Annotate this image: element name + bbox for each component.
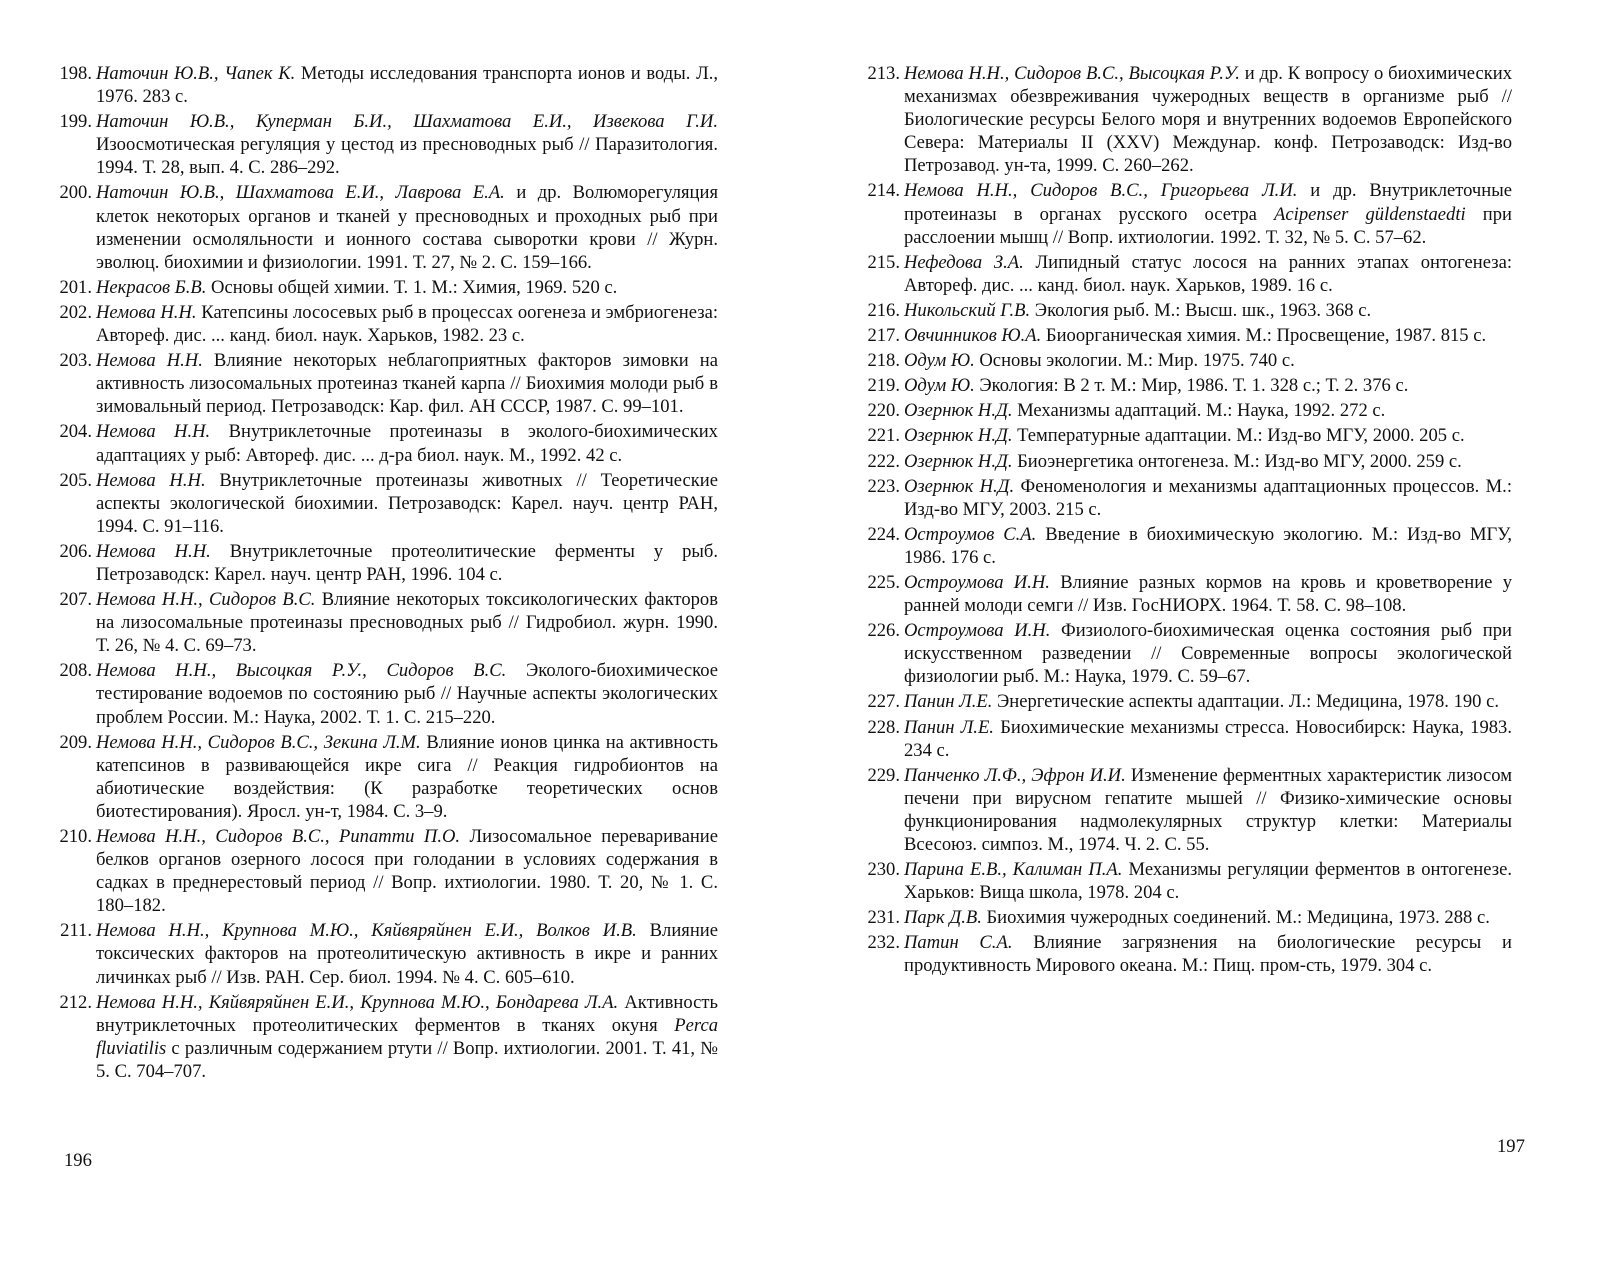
reference-text: Влияние ионов цинка на активность катепсинов в развивающейся икре сига // Реакция гидробионтов на абиотические воздействия: (К разработке теоретических основ биотестирования). Яросл. ун-т, 1984. С. 3–9. [96,731,718,822]
reference-number: 199. [59,111,92,133]
reference-text: Экология: В 2 т. М.: Мир, 1986. Т. 1. 328 с.; Т. 2. 376 с. [974,375,1409,397]
right-page [854,62,1512,980]
reference-text: Экология рыб. М.: Высш. шк., 1963. 368 с. [1030,299,1372,321]
reference-number: 220. [867,400,900,422]
reference-authors: Озернюк Н.Д. [904,450,1013,472]
reference-number: 226. [867,620,900,642]
reference-number: 213. [867,63,900,84]
reference-text: Температурные адаптации. М.: Изд-во МГУ, 2000. 205 с. [1012,425,1465,447]
reference-entry [46,110,718,179]
reference-text: Влияние некоторых неблагоприятных факторов зимовки на активность лизосомальных протеиназ тканей карпа // Биохимия молоди рыб в зимовальный период. Петрозаводск: Кар. фил. АН СССР, 1987. С. 99–101. [96,350,718,418]
reference-number: 208. [59,660,92,682]
reference-authors: Патин С.А. [904,932,1013,954]
reference-text: и др. Внутриклеточные протеиназы в органах русского осетра [904,180,1512,225]
reference-species-name: Acipenser güldenstaedti [1274,203,1466,225]
reference-number: 214. [867,180,900,202]
reference-entry [854,931,1512,977]
reference-authors: Остроумова И.Н. [904,571,1050,593]
reference-entry [854,179,1512,248]
reference-entry [46,588,718,657]
reference-entry [46,349,718,418]
reference-text: Активность внутриклеточных протеолитических ферментов в тканях окуня [96,991,718,1036]
reference-entry [854,324,1512,347]
reference-entry [46,62,718,108]
reference-authors: Немова Н.Н. [96,301,197,323]
reference-number: 204. [59,421,92,443]
reference-entry [854,906,1512,929]
reference-authors: Немова Н.Н., Высоцкая Р.У., Сидоров В.С. [96,660,507,682]
reference-text: Методы исследования транспорта ионов и воды. Л., 1976. 283 с. [96,63,718,108]
reference-authors: Немова Н.Н. [96,469,206,491]
reference-number: 211. [60,920,92,942]
reference-entry [46,276,718,299]
reference-entry [46,181,718,273]
reference-entry [854,475,1512,521]
reference-authors: Парина Е.В., Калиман П.А. [904,859,1123,881]
reference-number: 209. [59,731,92,753]
reference-number: 218. [867,350,900,372]
reference-entry [46,991,718,1083]
reference-authors: Немова Н.Н. [96,350,203,372]
reference-number: 206. [59,540,92,562]
reference-number: 200. [59,182,92,204]
reference-number: 215. [867,251,900,273]
reference-entry [46,469,718,538]
reference-text: Энергетические аспекты адаптации. Л.: Медицина, 1978. 190 с. [992,691,1500,713]
reference-number: 229. [867,764,900,786]
reference-number: 207. [59,589,92,611]
reference-authors: Панин Л.Е. [904,691,993,713]
reference-authors: Овчинников Ю.А. [904,325,1042,347]
reference-number: 212. [59,991,92,1013]
reference-authors: Нефедова З.А. [904,251,1024,273]
reference-authors: Немова Н.Н., Кяйвяряйнен Е.И., Крупнова М.Ю., Бондарева Л.А. [96,991,619,1013]
reference-entry [854,523,1512,569]
reference-text: Липидный статус лосося на ранних этапах онтогенеза: Автореф. дис. ... канд. биол. наук. Харьков, 1989. 16 с. [904,251,1512,296]
reference-text: Влияние некоторых токсикологических факторов на лизосомальные протеиназы пресноводных рыб // Гидробиол. журн. 1990. Т. 26, № 4. С. 69–73. [96,589,718,657]
reference-text: Основы общей химии. Т. 1. М.: Химия, 1969. 520 с. [206,276,618,298]
reference-entry [854,450,1512,473]
reference-number: 216. [867,299,900,321]
reference-authors: Немова Н.Н., Сидоров В.С., Зекина Л.М. [96,731,421,753]
reference-authors: Парк Д.В. [904,907,982,929]
reference-entry [854,251,1512,297]
reference-authors: Немова Н.Н., Крупнова М.Ю., Кяйвяряйнен Е.И., Волков И.В. [96,920,637,942]
reference-text: Влияние загрязнения на биологические ресурсы и продуктивность Мирового океана. М.: Пищ. пром-сть, 1979. 304 с. [904,932,1512,977]
reference-entry [854,399,1512,422]
reference-text: Механизмы адаптаций. М.: Наука, 1992. 272 с. [1012,400,1386,422]
reference-text: Биоорганическая химия. М.: Просвещение, 1987. 815 с. [1041,325,1487,347]
reference-entry [46,540,718,586]
reference-authors: Немова Н.Н., Сидоров В.С., Высоцкая Р.У. [904,63,1240,84]
reference-number: 228. [867,716,900,738]
reference-text: Введение в биохимическую экологию. М.: Изд-во МГУ, 1986. 176 с. [904,523,1513,568]
reference-text: Биоэнергетика онтогенеза. М.: Изд-во МГУ, 2000. 259 с. [1012,450,1462,472]
reference-text: Основы экологии. М.: Мир. 1975. 740 с. [974,350,1295,372]
reference-text: и др. К вопросу о биохимических механизмах обезвреживания чужеродных веществ в организме рыб // Биологические ресурсы Белого моря и внутренних водоемов Европейского Севера: Материалы II (XXV) Междунар. конф. Петрозаводск: Изд-во Петрозавод. ун-та, 1999. С. 260–262. [904,63,1512,177]
reference-text: Физиолого-биохимическая оценка состояния рыб при искусственном разведении // Современные вопросы экологической физиологии рыб. М.: Наука, 1979. С. 59–67. [904,620,1513,688]
reference-authors: Никольский Г.В. [904,299,1031,321]
reference-number: 225. [867,571,900,593]
reference-number: 198. [59,63,92,84]
reference-list-right [854,62,1512,978]
reference-text: Изоосмотическая регуляция у цестод из пресноводных рыб // Паразитология. 1994. Т. 28, вып. 4. С. 286–292. [96,134,718,179]
reference-entry [854,619,1512,688]
reference-authors: Немова Н.Н. [96,540,211,562]
reference-number: 227. [867,691,900,713]
reference-authors: Наточин Ю.В., Куперман Б.И., Шахматова Е.И., Извекова Г.И. [96,111,718,133]
reference-text: Биохимия чужеродных соединений. М.: Медицина, 1973. 288 с. [981,907,1490,929]
reference-text: Изменение ферментных характеристик лизосом печени при вирусном гепатите мышей // Физико-химические основы функционирования надмолекулярных структур клетки: Материалы Всесоюз. симпоз. М., 1974. Ч. 2. С. 55. [904,764,1512,855]
reference-authors: Остроумова И.Н. [904,620,1051,642]
page-number-left: 196 [64,1150,92,1171]
reference-entry [854,62,1512,177]
reference-number: 230. [867,859,900,881]
reference-number: 224. [867,523,900,545]
reference-number: 205. [59,469,92,491]
reference-number: 202. [59,301,92,323]
reference-number: 221. [867,425,900,447]
reference-authors: Немова Н.Н., Сидоров В.С. [96,589,316,611]
reference-entry [854,349,1512,372]
reference-entry [854,690,1512,713]
reference-entry [854,716,1512,762]
left-page [46,62,718,1085]
reference-text: Внутриклеточные протеиназы в эколого-биохимических адаптациях у рыб: Автореф. дис. ... д-ра биол. наук. М., 1992. 42 с. [96,421,718,466]
reference-number: 201. [59,276,92,298]
reference-entry [46,919,718,988]
reference-text: и др. Волюморегуляция клеток некоторых органов и тканей у пресноводных и проходных рыб при изменении осмоляльности и ионного состава сыворотки крови // Журн. эволюц. биохимии и физиологии. 1991. Т. 27, № 2. С. 159–166. [96,182,718,273]
reference-entry [46,420,718,466]
reference-entry [854,764,1512,856]
reference-authors: Панин Л.Е. [904,716,994,738]
reference-authors: Немова Н.Н. [96,421,211,443]
reference-number: 223. [867,475,900,497]
reference-text: Лизосомальное переваривание белков органов озерного лосося при голодании в условиях содержания в садках в преднерестовый период // Вопр. ихтиологии. 1980. Т. 20, № 1. С. 180–182. [96,826,718,917]
reference-authors: Озернюк Н.Д. [904,475,1015,497]
reference-entry [854,424,1512,447]
reference-text: Внутриклеточные протеиназы животных // Теоретические аспекты экологической биохимии. Петрозаводск: Карел. науч. центр РАН, 1994. С. 91–116. [96,469,718,537]
reference-entry [854,858,1512,904]
reference-entry [46,731,718,823]
reference-number: 210. [59,826,92,847]
reference-authors: Панченко Л.Ф., Эфрон И.И. [904,764,1126,786]
reference-text: Катепсины лососевых рыб в процессах оогенеза и эмбриогенеза: Автореф. дис. ... канд. биол. наук. Харьков, 1982. 23 с. [96,301,718,347]
reference-entry [854,374,1512,397]
reference-authors: Одум Ю. [904,375,975,397]
reference-number: 219. [867,375,900,397]
reference-entry [46,659,718,728]
reference-text: Влияние токсических факторов на протеолитическую активность в икре и ранних личинках рыб // Изв. РАН. Сер. биол. 1994. № 4. С. 605–610. [96,920,718,988]
reference-text: Влияние разных кормов на кровь и кроветворение у ранней молоди семги // Изв. ГосНИОРХ. 1964. Т. 58. С. 98–108. [904,571,1512,617]
reference-number: 217. [867,325,900,347]
reference-text: Механизмы регуляции ферментов в онтогенезе. Харьков: Вища школа, 1978. 204 с. [904,859,1512,904]
reference-text-continued: при расслоении мышц // Вопр. ихтиологии. 1992. Т. 32, № 5. С. 57–62. [904,203,1512,248]
reference-entry [46,825,718,917]
reference-entry [854,571,1512,617]
reference-authors: Немова Н.Н., Сидоров В.С., Рипатти П.О. [96,826,461,847]
reference-species-name: Perca fluviatilis [96,1014,718,1059]
reference-text: Биохимические механизмы стресса. Новосибирск: Наука, 1983. 234 с. [904,716,1512,761]
reference-entry [46,301,718,347]
reference-authors: Озернюк Н.Д. [904,425,1013,447]
reference-number: 203. [59,350,92,372]
reference-authors: Некрасов Б.В. [96,276,207,298]
reference-text-continued: с различным содержанием ртути // Вопр. ихтиологии. 2001. Т. 41, № 5. С. 704–707. [96,1037,718,1082]
reference-text: Эколого-биохимическое тестирование водоемов по состоянию рыб // Научные аспекты экологических проблем России. М.: Наука, 2002. Т. 1. С. 215–220. [96,660,719,728]
reference-authors: Остроумов С.А. [904,523,1037,545]
reference-number: 231. [867,907,900,929]
reference-list-left [46,62,718,1083]
reference-authors: Наточин Ю.В., Шахматова Е.И., Лаврова Е.А. [96,182,505,204]
reference-authors: Одум Ю. [904,350,975,372]
reference-authors: Немова Н.Н., Сидоров В.С., Григорьева Л.И. [904,180,1298,202]
reference-entry [854,299,1512,322]
page-number-right: 197 [1497,1136,1525,1157]
reference-text: Феноменология и механизмы адаптационных процессов. М.: Изд-во МГУ, 2003. 215 с. [904,475,1513,520]
reference-text: Внутриклеточные протеолитические ферменты у рыб. Петрозаводск: Карел. науч. центр РАН, 1996. 104 с. [96,540,718,585]
reference-number: 232. [867,932,900,954]
reference-authors: Наточин Ю.В., Чапек К. [96,63,296,84]
reference-number: 222. [867,450,900,472]
reference-authors: Озернюк Н.Д. [904,400,1013,422]
